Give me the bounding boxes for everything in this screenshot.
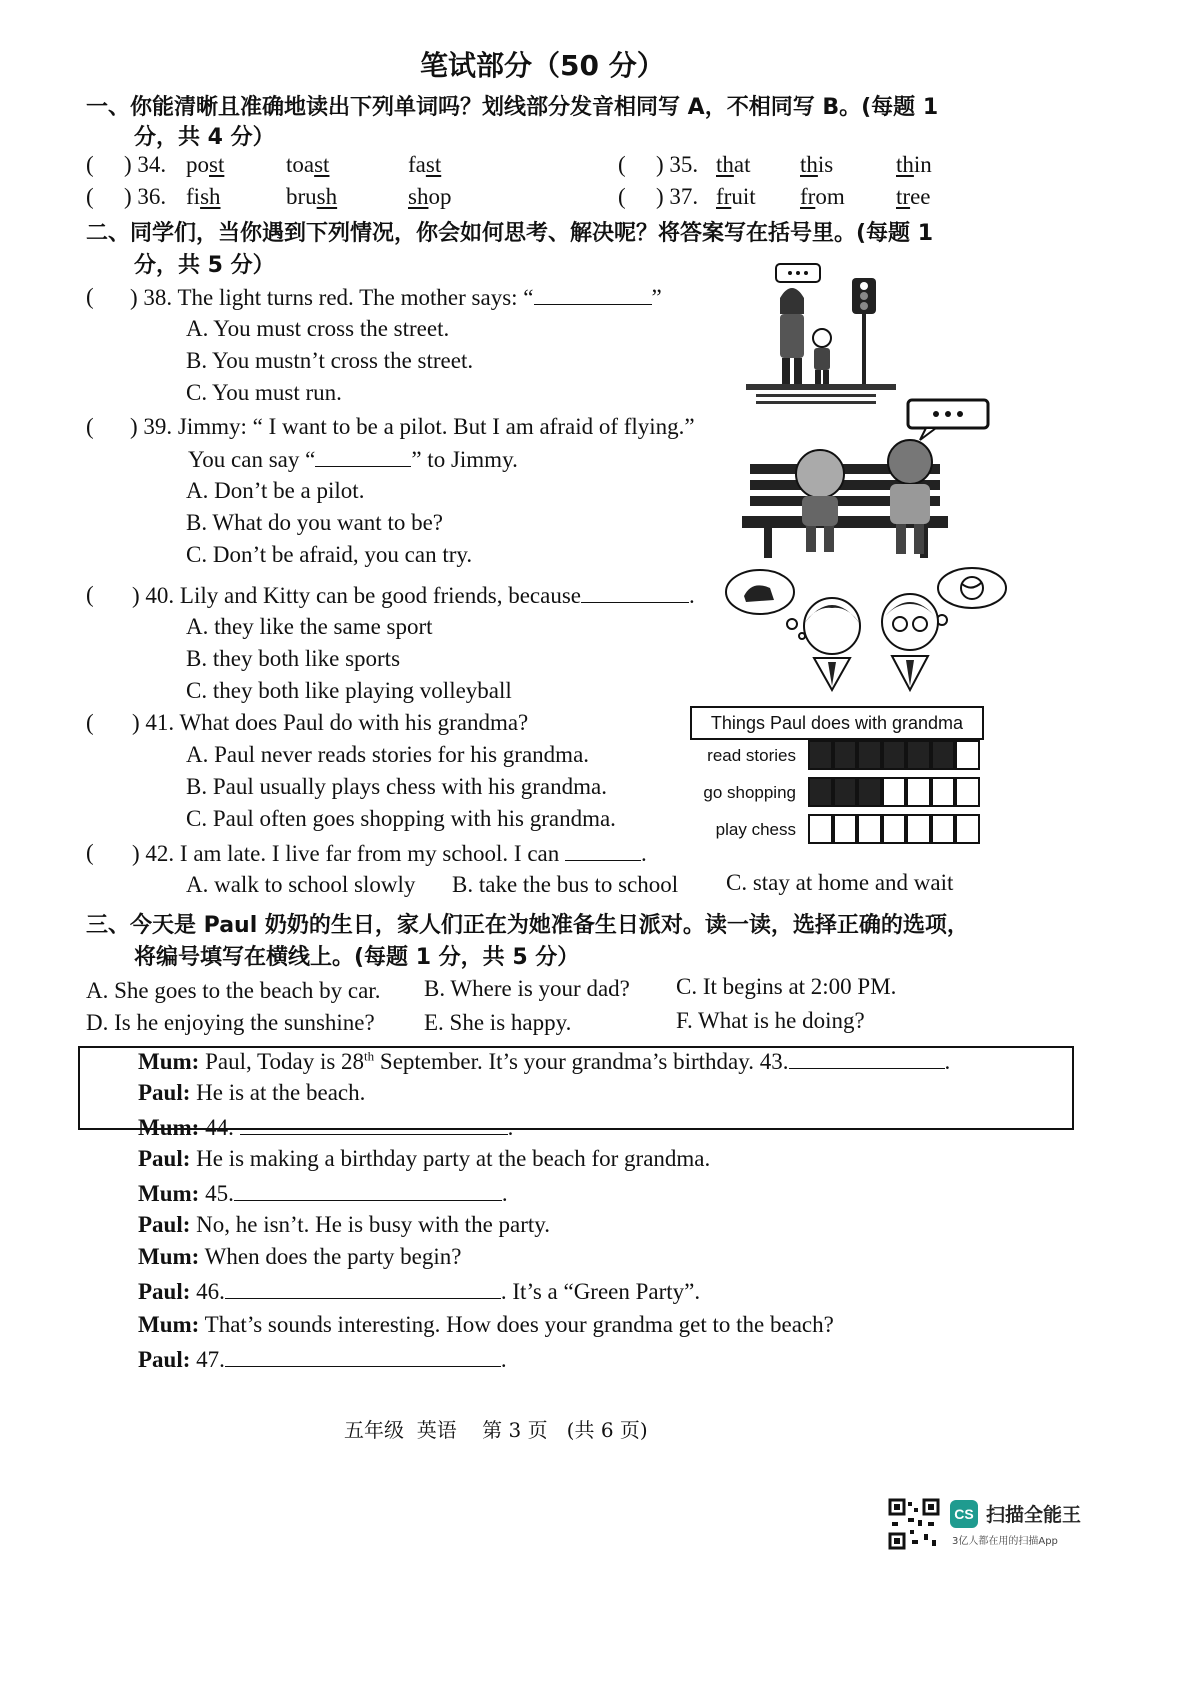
section3-heading: 三、今天是 Paul 奶奶的生日，家人们正在为她准备生日派对。读一读，选择正确的选项， [86,913,969,938]
q34-word3: fast [408,152,442,177]
q38-option-a: A. You must cross the street. [186,316,450,341]
chart-row-label: play chess [715,820,796,839]
q35-number: ) 35. [656,152,699,177]
chart-cell-empty [955,814,980,844]
chart-cell-filled [833,740,858,770]
section1-heading-cont: 分，共 4 分） [134,125,275,150]
dialogue-line-46: Paul: 46. . It’s a “Green Party”. [138,1279,701,1304]
q41-option-a: A. Paul never reads stories for his grandma. [186,742,590,767]
q39-stem: ) 39. Jimmy: “ I want to be a pilot. But I am afraid of flying.” [130,414,695,439]
chart-cell-empty [931,777,956,807]
q37-word1: fruit [716,184,756,209]
q34-number: ) 34. [124,152,167,177]
section2-heading-cont: 分，共 5 分） [134,253,275,278]
answer-paren-38[interactable]: ( [86,284,94,309]
chart-cell-empty [857,814,882,844]
bench-boys-illustration [740,398,990,566]
q37-number: ) 37. [656,184,699,209]
section2-heading: 二、同学们，当你遇到下列情况，你会如何思考、解决呢？将答案写在括号里。(每题 1 [86,221,934,246]
qr-code-icon [888,1498,940,1550]
answer-blank-45[interactable] [234,1180,502,1201]
chart-cell-empty [808,814,833,844]
chart-cell-filled [857,740,882,770]
q42-option-b: B. take the bus to school [452,872,679,897]
q42-option-a: A. walk to school slowly [186,872,416,897]
traffic-light-illustration [746,258,896,408]
q42-option-c: C. stay at home and wait [726,870,954,895]
q39-stem-line2: You can say “ ” to Jimmy. [188,447,518,472]
page-title: 笔试部分（50 分） [420,49,665,82]
q38-option-c: C. You must run. [186,380,342,405]
q40-option-c: C. they both like playing volleyball [186,678,512,703]
chart-row-label: go shopping [703,783,796,802]
chart-cell-empty [955,740,980,770]
chart-cell-empty [906,814,931,844]
q36-number: ) 36. [124,184,167,209]
camscanner-logo: CS [950,1500,978,1528]
q40-blank[interactable] [581,582,689,603]
q41-option-b: B. Paul usually plays chess with his grandma. [186,774,607,799]
chart-cell-empty [882,777,907,807]
chart-cell-filled [857,777,882,807]
chart-cell-filled [833,777,858,807]
answer-paren-34[interactable]: ( [86,152,94,177]
scanner-tagline: 3亿人都在用的扫描App [952,1536,1058,1547]
q37-word3: tree [896,184,931,209]
q34-word2: toast [286,152,330,177]
chart-title: Things Paul does with grandma [690,706,984,740]
q41-stem: ) 41. What does Paul do with his grandma? [132,710,529,735]
answer-paren-40[interactable]: ( [86,582,94,607]
answer-paren-35[interactable]: ( [618,152,626,177]
chart-cell-empty [931,814,956,844]
answer-blank-44[interactable] [240,1114,508,1135]
chart-cell-filled [808,777,833,807]
chart-cell-filled [808,740,833,770]
dialogue-line-7: Mum: When does the party begin? [138,1244,462,1269]
q42-blank[interactable] [565,840,641,861]
q39-option-c: C. Don’t be afraid, you can try. [186,542,473,567]
q35-word1: that [716,152,751,177]
dialogue-line-44: Mum: 44. . [138,1115,514,1140]
answer-blank-47[interactable] [225,1346,501,1367]
option-e: E. She is happy. [424,1010,572,1035]
dialogue-line-4: Paul: He is making a birthday party at the beach for grandma. [138,1146,711,1171]
chart-cell-filled [931,740,956,770]
q36-word1: fish [186,184,221,209]
q39-option-b: B. What do you want to be? [186,510,443,535]
answer-paren-39[interactable]: ( [86,414,94,439]
q42-stem: ) 42. I am late. I live far from my school. I can . [132,841,647,866]
q39-blank[interactable] [315,446,411,467]
page-footer: 五年级 英语 第 3 页 (共 6 页) [344,1418,648,1442]
dialogue-line-43: Mum: Paul, Today is 28th September. It’s your grandma’s birthday. 43. . [138,1048,951,1074]
q40-option-a: A. they like the same sport [186,614,433,639]
q36-word2: brush [286,184,338,209]
answer-paren-37[interactable]: ( [618,184,626,209]
q35-word3: thin [896,152,932,177]
q38-blank[interactable] [534,284,652,305]
option-c: C. It begins at 2:00 PM. [676,974,897,999]
scanner-app-name: 扫描全能王 [986,1504,1082,1526]
answer-paren-42[interactable]: ( [86,840,94,865]
answer-blank-43[interactable] [789,1048,945,1069]
two-girls-illustration [722,566,1012,692]
answer-blank-46[interactable] [225,1278,501,1299]
chart-cell-empty [882,814,907,844]
q37-word2: from [800,184,845,209]
option-f: F. What is he doing? [676,1008,865,1033]
chart-cell-filled [882,740,907,770]
chart-cell-filled [906,740,931,770]
q39-option-a: A. Don’t be a pilot. [186,478,365,503]
answer-paren-41[interactable]: ( [86,710,94,735]
chart-cell-empty [955,777,980,807]
q40-option-b: B. they both like sports [186,646,401,671]
q38-stem: ) 38. The light turns red. The mother says: “ ” [130,285,662,310]
q38-option-b: B. You mustn’t cross the street. [186,348,474,373]
option-d: D. Is he enjoying the sunshine? [86,1010,375,1035]
section3-heading-cont: 将编号填写在横线上。(每题 1 分，共 5 分） [134,945,580,970]
q34-word1: post [186,152,225,177]
q41-option-c: C. Paul often goes shopping with his grandma. [186,806,616,831]
dialogue-line-9: Mum: That’s sounds interesting. How does your grandma get to the beach? [138,1312,834,1337]
chart-row-label: read stories [707,746,796,765]
dialogue-line-47: Paul: 47. . [138,1347,507,1372]
section1-heading: 一、你能清晰且准确地读出下列单词吗？划线部分发音相同写 A，不相同写 B。(每题 1 [86,95,939,120]
chart-cell-empty [906,777,931,807]
option-b: B. Where is your dad? [424,976,630,1001]
answer-paren-36[interactable]: ( [86,184,94,209]
option-a: A. She goes to the beach by car. [86,978,381,1003]
dialogue-line-45: Mum: 45. . [138,1181,508,1206]
dialogue-line-6: Paul: No, he isn’t. He is busy with the party. [138,1212,551,1237]
q35-word2: this [800,152,834,177]
chart-cell-empty [833,814,858,844]
q40-stem: ) 40. Lily and Kitty can be good friends, because . [132,583,695,608]
q36-word3: shop [408,184,452,209]
dialogue-line-2: Paul: He is at the beach. [138,1080,366,1105]
